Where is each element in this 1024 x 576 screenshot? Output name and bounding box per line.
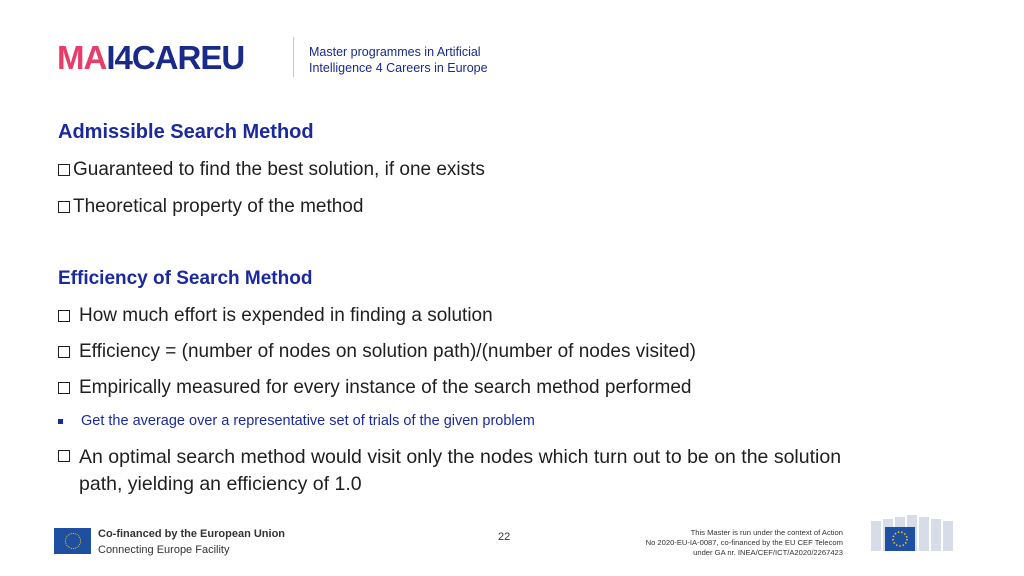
european-commission-logo-icon: [865, 513, 959, 557]
logo-prefix: MA: [57, 39, 107, 76]
bullet-item: How much effort is expended in finding a solution: [58, 305, 493, 327]
mai4careu-logo: [57, 40, 244, 76]
eu-flag-icon: [54, 528, 91, 554]
efficiency-heading: Efficiency of Search Method: [58, 268, 313, 289]
cofinanced-label: Co-financed by the European Union Connecting Europe Facility: [98, 528, 286, 556]
logo-tagline: Master programmes in Artificial Intelligence 4 Careers in Europe: [309, 45, 488, 75]
bullet-item: An optimal search method would visit only the nodes which turn out to be on the solution path, yielding an efficiency of 1.0: [58, 444, 858, 498]
bullet-item: Empirically measured for every instance of the search method performed: [58, 377, 692, 399]
checkbox-bullet-icon: [58, 450, 70, 462]
square-bullet-icon: [58, 419, 63, 424]
checkbox-bullet-icon: [58, 310, 70, 322]
checkbox-bullet-icon: [58, 164, 70, 176]
bullet-item: Efficiency = (number of nodes on solution path)/(number of nodes visited): [58, 341, 696, 363]
page-number: 22: [498, 531, 511, 543]
checkbox-bullet-icon: [58, 201, 70, 213]
sub-bullet-item: Get the average over a representative set of trials of the given problem: [58, 413, 535, 429]
bullet-item: Guaranteed to find the best solution, if one exists: [58, 159, 485, 181]
action-notice: This Master is run under the context of Action No 2020-EU-IA-0087, co-financed by the EU CEF Telecom under GA nr. INEA/CEF/ICT/A2020/2267423: [645, 528, 843, 557]
admissible-heading: Admissible Search Method: [58, 121, 314, 143]
checkbox-bullet-icon: [58, 382, 70, 394]
logo-suffix: EU: [200, 39, 245, 76]
bullet-item: Theoretical property of the method: [58, 196, 363, 218]
logo-middle: I4CAR: [106, 39, 201, 76]
checkbox-bullet-icon: [58, 346, 70, 358]
logo-separator: [293, 37, 294, 77]
